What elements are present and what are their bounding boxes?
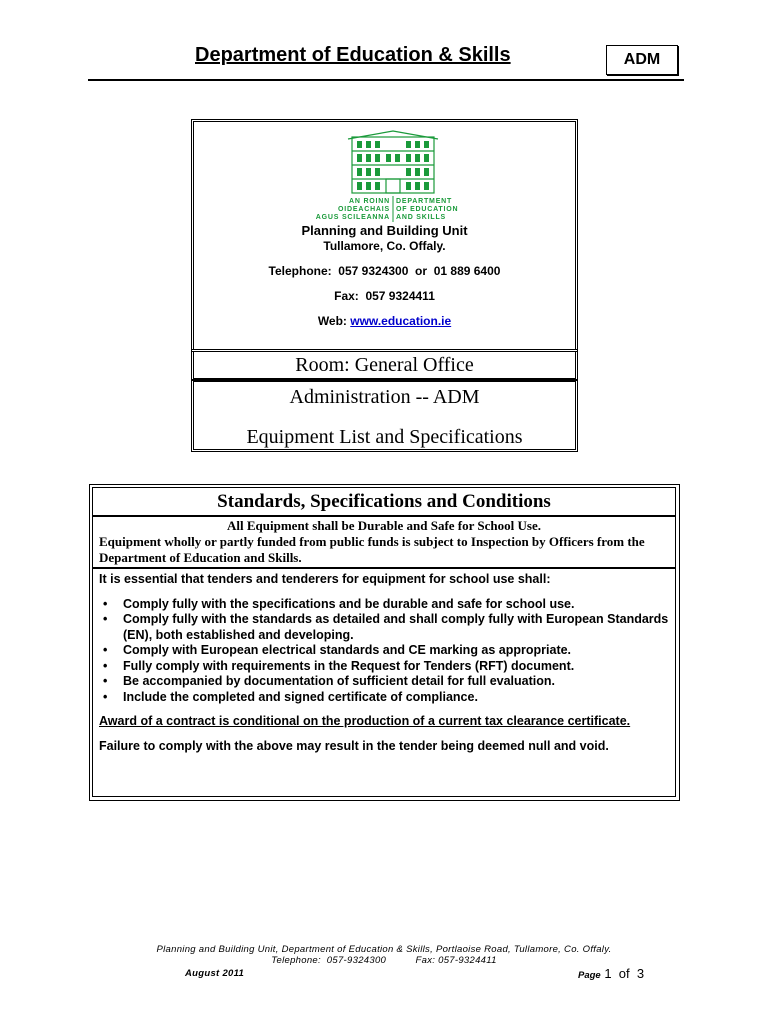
header-divider	[88, 79, 684, 81]
standards-heading: Standards, Specifications and Conditions	[92, 487, 676, 516]
room-title: Room: General Office	[191, 349, 578, 381]
logo-english-line1: DEPARTMENT	[396, 198, 453, 205]
failure-notice: Failure to comply with the above may result in the tender being deemed null and void.	[99, 738, 609, 753]
page-label: Page	[578, 970, 601, 981]
requirement-item: • Include the completed and signed certificate of compliance.	[99, 690, 669, 706]
equipment-title: Equipment List and Specifications	[246, 426, 523, 448]
unit-telephone: Telephone: 057 9324300 or 01 889 6400	[268, 264, 501, 278]
standards-sub-line1: All Equipment shall be Durable and Safe for School Use.	[227, 518, 541, 533]
page-number	[578, 966, 644, 981]
logo-panel	[191, 119, 578, 352]
standards-sub-line2: Equipment wholly or partly funded from public funds is subject to Inspection by Officers from the Department of Education and Skills.	[99, 534, 645, 565]
requirement-item: • Comply with European electrical standards and CE marking as appropriate.	[99, 643, 669, 659]
standards-subheading	[92, 516, 676, 568]
standards-panel	[89, 484, 680, 801]
document-code-box: ADM	[606, 45, 678, 75]
page-count: 1 of 3	[604, 966, 645, 981]
unit-location: Tullamore, Co. Offaly.	[323, 239, 446, 253]
page-header-title: Department of Education & Skills	[195, 44, 511, 66]
award-condition: Award of a contract is conditional on the production of a current tax clearance certificate.	[99, 714, 631, 728]
standards-intro: It is essential that tenders and tenderers for equipment for school use shall:	[99, 572, 551, 586]
footer-address: Planning and Building Unit, Department of Education & Skills, Portlaoise Road, Tullamore, Co. Offaly.	[156, 944, 612, 955]
requirement-item: • Be accompanied by documentation of sufficient detail for full evaluation.	[99, 674, 669, 690]
admin-title: Administration -- ADM	[289, 386, 480, 408]
requirement-item: • Comply fully with the specifications and be durable and safe for school use.	[99, 597, 669, 613]
admin-panel	[191, 379, 578, 452]
web-label: Web:	[317, 314, 347, 328]
unit-web	[194, 314, 575, 328]
unit-name: Planning and Building Unit	[301, 223, 468, 238]
logo-english-line3: AND SKILLS	[396, 214, 446, 221]
standards-body	[92, 568, 676, 797]
logo-irish-line2: OIDEACHAIS	[338, 206, 390, 213]
unit-fax: Fax: 057 9324411	[334, 289, 435, 303]
requirement-item: • Comply fully with the standards as detailed and shall comply fully with European Standards (EN), both established and developing.	[99, 612, 669, 643]
website-link[interactable]: www.education.ie	[350, 314, 452, 328]
logo-irish-line3: AGUS SCILEANNA	[315, 214, 390, 221]
footer-contact: Telephone: 057-9324300 Fax: 057-9324411	[271, 955, 497, 966]
logo-irish-line1: AN ROINN	[348, 198, 390, 205]
footer-date: August 2011	[185, 968, 245, 979]
requirements-list	[99, 597, 669, 706]
requirement-item: • Fully comply with requirements in the Request for Tenders (RFT) document.	[99, 659, 669, 675]
department-logo-icon	[302, 129, 482, 222]
logo-english-line2: OF EDUCATION	[396, 206, 459, 213]
